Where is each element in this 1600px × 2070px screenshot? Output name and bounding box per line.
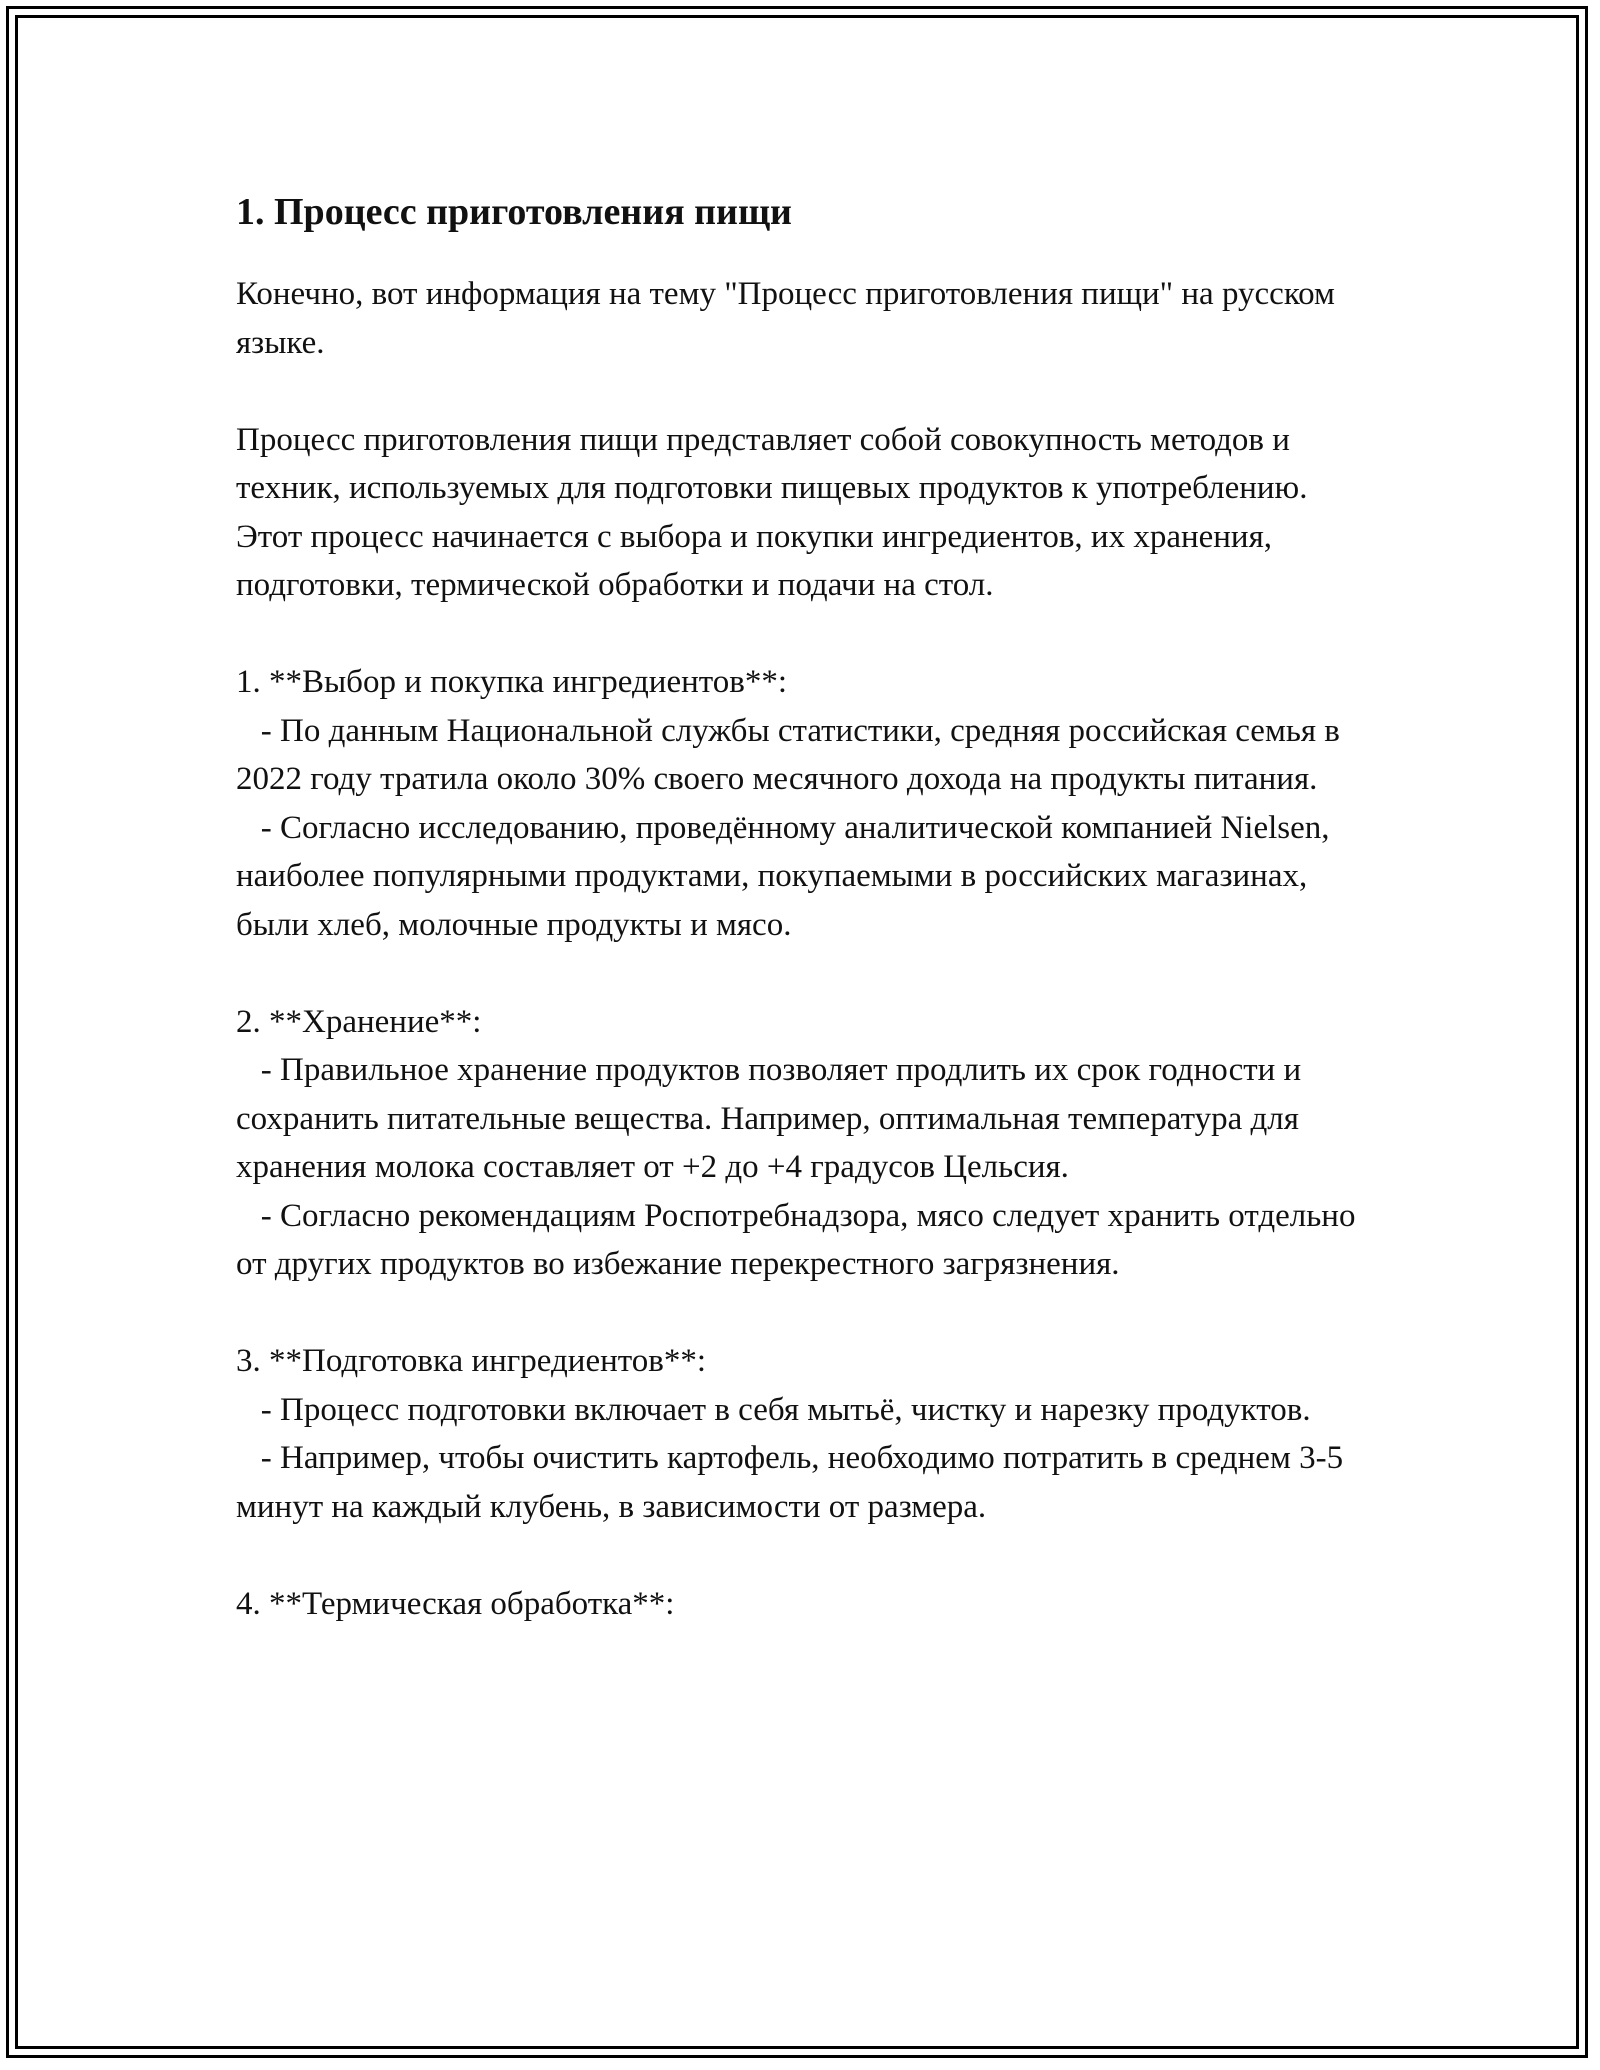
paragraph-gap: [236, 610, 1376, 659]
section-preparation: [236, 1337, 1376, 1531]
document-title: 1. Процесс приготовления пищи: [236, 191, 792, 233]
section-heat-treatment: [236, 1580, 1376, 1629]
paragraph-gap: [236, 367, 1376, 416]
list-item: - Процесс подготовки включает в себя мытьё, чистку и нарезку продуктов.: [236, 1391, 1311, 1428]
section-heading: 1. **Выбор и покупка ингредиентов**:: [236, 664, 788, 700]
list-item: - Согласно исследованию, проведённому аналитической компанией Nielsen, наиболее популярными продуктами, покупаемыми в российских магазинах, были хлеб, молочные продукты и мясо.: [236, 809, 1338, 943]
section-selection-purchase: [236, 658, 1376, 949]
section-heading: 2. **Хранение**:: [236, 1003, 482, 1040]
section-heading: 4. **Термическая обработка**:: [236, 1585, 675, 1622]
list-item: - Правильное хранение продуктов позволяет продлить их срок годности и сохранить питательные вещества. Например, оптимальная температура для хранения молока составляет от +2 до +4 градусов Цельсия.: [236, 1052, 1310, 1185]
paragraph-gap: [236, 949, 1376, 998]
paragraph-gap: [236, 1289, 1376, 1338]
overview-paragraph: Процесс приготовления пищи представляет собой совокупность методов и техник, используемых для подготовки пищевых продуктов к употреблению. Этот процесс начинается с выбора и покупки ингредиентов, их хранения, подготовки, термической обработки и подачи на стол.: [236, 421, 1316, 603]
list-item: - По данным Национальной службы статистики, средняя российская семья в 2022 году тратила около 30% своего месячного дохода на продукты питания.: [236, 712, 1349, 797]
section-heading: 3. **Подготовка ингредиентов**:: [236, 1343, 707, 1379]
list-item: - Например, чтобы очистить картофель, необходимо потратить в среднем 3-5 минут на каждый клубень, в зависимости от размера.: [236, 1440, 1352, 1525]
paragraph-gap: [236, 1531, 1376, 1580]
document-content: [236, 180, 1376, 1628]
section-storage: [236, 998, 1376, 1289]
document-body: [236, 270, 1376, 1628]
intro-paragraph: Конечно, вот информация на тему "Процесс приготовления пищи" на русском языке.: [236, 276, 1344, 361]
list-item: - Согласно рекомендациям Роспотребнадзора, мясо следует хранить отдельно от других продуктов во избежание перекрестного загрязнения.: [236, 1197, 1364, 1282]
